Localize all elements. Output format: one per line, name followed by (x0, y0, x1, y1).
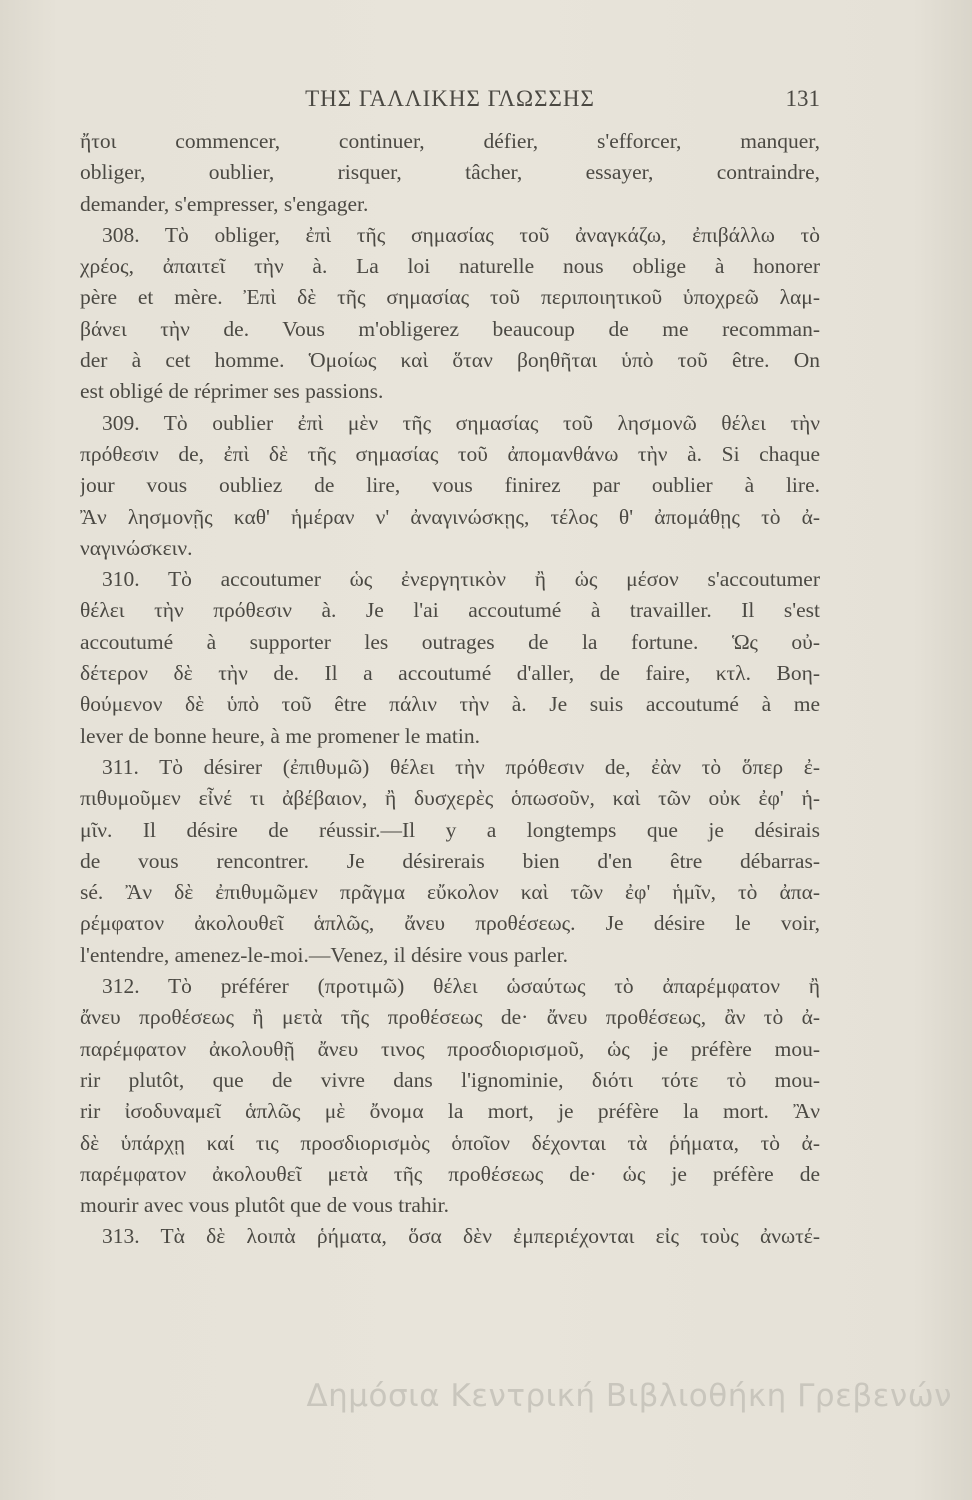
text-line: θούμενον δὲ ὑπὸ τοῦ être πάλιν τὴν à. Je suis accoutumé à me (80, 692, 820, 717)
paragraph-308-start: 308. Τὸ obliger, ἐπὶ τῆς σημασίας τοῦ ἀναγκάζω, ἐπιβάλλω τὸ (102, 222, 820, 247)
text-line: der à cet homme. Ὁμοίως καὶ ὅταν βοηθῆται ὑπὸ τοῦ être. On (80, 348, 820, 373)
text-line: l'entendre, amenez-le-moi.—Venez, il désire vous parler. (80, 942, 569, 967)
text-line: πρόθεσιν de, ἐπὶ δὲ τῆς σημασίας τοῦ ἀπομανθάνω τὴν à. Si chaque (80, 441, 820, 466)
body-text (80, 126, 820, 1253)
library-watermark: Δημόσια Κεντρική Βιβλιοθήκη Γρεβενών (306, 1378, 952, 1414)
text-line: ρέμφατον ἀκολουθεῖ ἁπλῶς, ἄνευ προθέσεως. Je désire le voir, (80, 911, 820, 936)
text-line: demander, s'empresser, s'engager. (80, 191, 369, 216)
text-line: δὲ ὑπάρχῃ καί τις προσδιορισμὸς ὁποῖον δέχονται τὰ ῥήματα, τὸ ἀ- (80, 1130, 820, 1155)
text-line: obliger, oublier, risquer, tâcher, essayer, contraindre, (80, 160, 820, 185)
text-line: θέλει τὴν πρόθεσιν à. Je l'ai accoutumé à travailler. Il s'est (80, 598, 820, 623)
text-line: παρέμφατον ἀκολουθῇ ἄνευ τινος προσδιορισμοῦ, ὡς je préfère mou- (80, 1036, 820, 1061)
text-line: rir ἰσοδυναμεῖ ἁπλῶς μὲ ὄνομα la mort, je préfère la mort. Ἂν (80, 1099, 820, 1124)
paragraph-313-start: 313. Τὰ δὲ λοιπὰ ῥήματα, ὅσα δὲν ἐμπεριέχονται εἰς τοὺς ἀνωτέ- (102, 1224, 820, 1249)
text-line: μῖν. Il désire de réussir.—Il y a longtemps que je désirais (80, 817, 820, 842)
text-line: ἤτοι commencer, continuer, défier, s'efforcer, manquer, (80, 129, 820, 153)
page-number: 131 (785, 86, 820, 111)
text-line: παρέμφατον ἀκολουθεῖ μετὰ τῆς προθέσεως de· ὡς je préfère de (80, 1161, 820, 1186)
text-line: βάνει τὴν de. Vous m'obligerez beaucoup de me recomman- (80, 316, 820, 341)
text-line: rir plutôt, que de vivre dans l'ignominie, διότι τότε τὸ mou- (80, 1067, 820, 1092)
text-line: jour vous oubliez de lire, vous finirez par oublier à lire. (80, 473, 820, 498)
text-line: ἄνευ προθέσεως ἢ μετὰ τῆς προθέσεως de· ἄνευ προθέσεως, ἂν τὸ ἀ- (80, 1005, 820, 1030)
text-line: père et mère. Ἐπὶ δὲ τῆς σημασίας τοῦ περιποιητικοῦ ὑποχρεῶ λαμ- (80, 285, 820, 310)
text-line: sé. Ἂν δὲ ἐπιθυμῶμεν πρᾶγμα εὔκολον καὶ τῶν ἐφ' ἡμῖν, τὸ ἀπα- (80, 880, 820, 905)
text-line: lever de bonne heure, à me promener le matin. (80, 723, 480, 748)
text-line: est obligé de réprimer ses passions. (80, 379, 384, 404)
paragraph-309-start: 309. Τὸ oublier ἐπὶ μὲν τῆς σημασίας τοῦ λησμονῶ θέλει τὴν (102, 410, 820, 435)
text-line: ναγινώσκειν. (80, 535, 193, 560)
paragraph-311-start: 311. Τὸ désirer (ἐπιθυμῶ) θέλει τὴν πρόθεσιν de, ἐὰν τὸ ὅπερ ἐ- (102, 754, 820, 779)
running-header (80, 86, 820, 116)
paragraph-312-start: 312. Τὸ préférer (προτιμῶ) θέλει ὡσαύτως τὸ ἀπαρέμφατον ἢ (102, 974, 820, 999)
header-title: ΤΗΣ ΓΑΛΛΙΚΗΣ ΓΛΩΣΣΗΣ (305, 86, 595, 111)
text-line: de vous rencontrer. Je désirerais bien d'en être débarras- (80, 848, 820, 873)
text-line: accoutumé à supporter les outrages de la fortune. Ὡς οὐ- (80, 629, 820, 654)
text-line: δέτερον δὲ τὴν de. Il a accoutumé d'aller, de faire, κτλ. Βοη- (80, 661, 820, 686)
paragraph-310-start: 310. Τὸ accoutumer ὡς ἐνεργητικὸν ἢ ὡς μέσον s'accoutumer (102, 567, 820, 592)
text-line: πιθυμοῦμεν εἶνέ τι ἀβέβαιον, ἢ δυσχερὲς ὁπωσοῦν, καὶ τῶν οὐκ ἐφ' ἡ- (80, 786, 820, 811)
text-line: mourir avec vous plutôt que de vous trahir. (80, 1193, 450, 1218)
text-line: χρέος, ἀπαιτεῖ τὴν à. La loi naturelle nous oblige à honorer (80, 254, 820, 279)
text-line: Ἂν λησμονῇς καθ' ἡμέραν ν' ἀναγινώσκῃς, τέλος θ' ἀπομάθῃς τὸ ἀ- (80, 504, 820, 529)
